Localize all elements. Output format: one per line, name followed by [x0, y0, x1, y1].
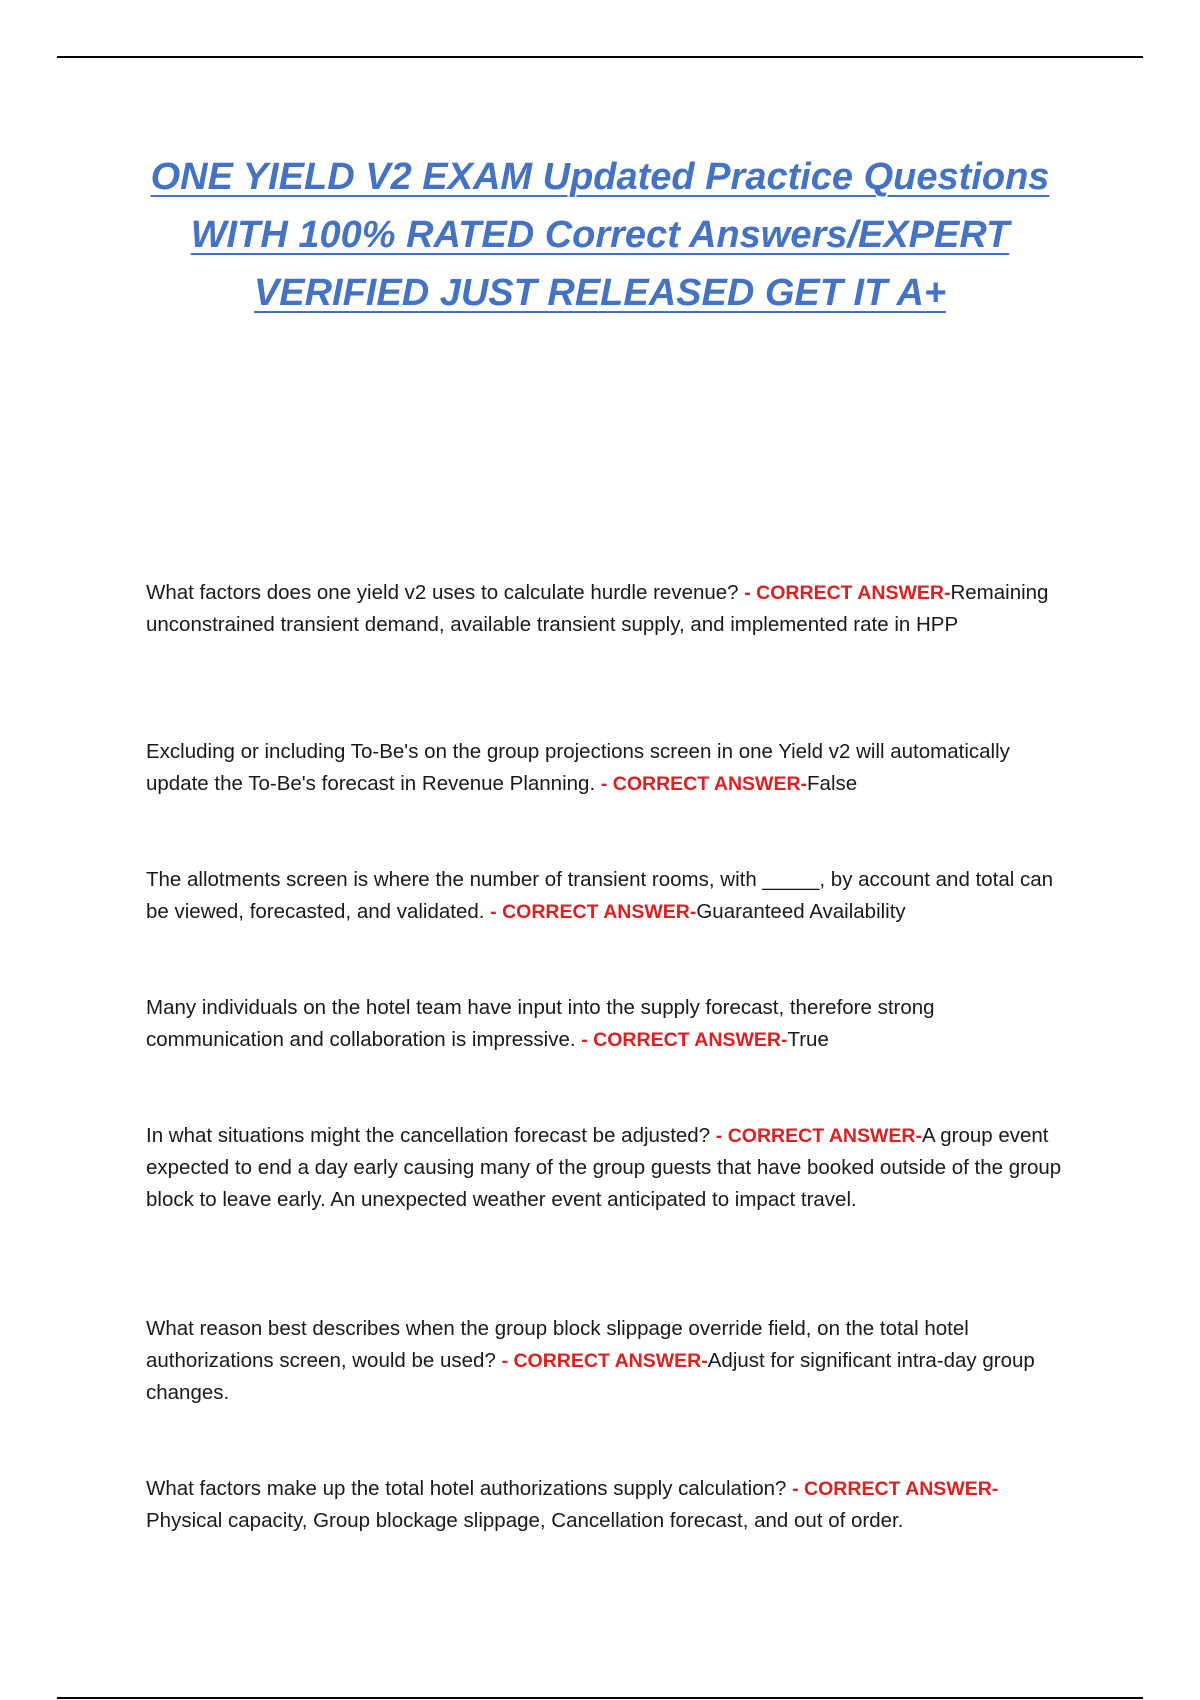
qa-item-4 [146, 992, 1066, 1056]
correct-answer-label: - CORRECT ANSWER- [792, 1478, 999, 1500]
qa-item-5 [146, 1120, 1066, 1216]
question-text: What reason best describes when the group block slippage override field, on the total hotel authorizations screen, would be used? [146, 1317, 969, 1372]
qa-item-2 [146, 736, 1066, 800]
answer-text: False [807, 772, 858, 795]
correct-answer-label: - CORRECT ANSWER- [501, 1350, 708, 1372]
correct-answer-label: - CORRECT ANSWER- [744, 582, 951, 604]
answer-text: Physical capacity, Group blockage slippage, Cancellation forecast, and out of order. [146, 1509, 904, 1532]
qa-item-3 [146, 864, 1066, 928]
answer-text: Remaining unconstrained transient demand, available transient supply, and implemented rate in HPP [146, 581, 1049, 636]
top-rule [57, 56, 1143, 58]
title-line-1: ONE YIELD V2 EXAM Updated Practice Questions [150, 156, 1050, 198]
question-text: What factors does one yield v2 uses to calculate hurdle revenue? [146, 581, 745, 604]
question-text: Many individuals on the hotel team have input into the supply forecast, therefore strong communication and collaboration is impressive. [146, 996, 935, 1051]
question-text: Excluding or including To-Be's on the group projections screen in one Yield v2 will automatically update the To-Be's forecast in Revenue Planning. [146, 740, 1010, 795]
document-title [100, 148, 1100, 322]
qa-item-6 [146, 1313, 1066, 1409]
answer-text: Adjust for significant intra-day group changes. [146, 1349, 1035, 1404]
title-line-3: VERIFIED JUST RELEASED GET IT A+ [253, 272, 947, 314]
bottom-rule [57, 1697, 1143, 1699]
correct-answer-label: - CORRECT ANSWER- [490, 901, 697, 923]
correct-answer-label: - CORRECT ANSWER- [581, 1029, 788, 1051]
qa-item-7 [146, 1473, 1066, 1537]
question-text: The allotments screen is where the number of transient rooms, with _____, by account and total can be viewed, forecasted, and validated. [146, 868, 1054, 923]
answer-text: True [787, 1028, 829, 1051]
correct-answer-label: - CORRECT ANSWER- [715, 1125, 922, 1147]
answer-text: Guaranteed Availability [696, 900, 906, 923]
question-text: What factors make up the total hotel authorizations supply calculation? [146, 1477, 793, 1500]
answer-text: A group event expected to end a day early causing many of the group guests that have booked outside of the group block to leave early. An unexpected weather event anticipated to impact travel. [146, 1124, 1062, 1211]
title-line-2: WITH 100% RATED Correct Answers/EXPERT [190, 214, 1010, 256]
correct-answer-label: - CORRECT ANSWER- [600, 773, 808, 795]
question-text: In what situations might the cancellation forecast be adjusted? [146, 1124, 716, 1147]
qa-item-1 [146, 577, 1066, 641]
